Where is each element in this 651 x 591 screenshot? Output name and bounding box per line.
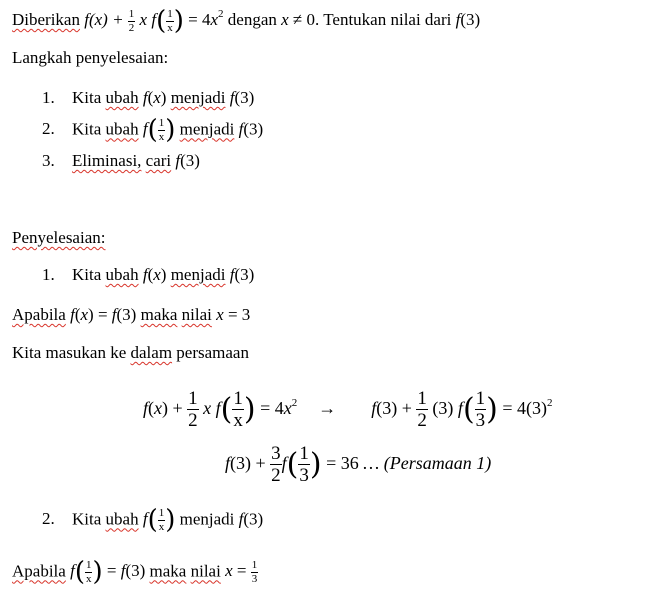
steps-heading: Langkah penyelesaian: [12, 48, 169, 67]
problem-dengan: dengan [227, 10, 277, 29]
problem-tentukan: . Tentukan nilai dari [315, 10, 452, 29]
problem-word-diberikan: Diberikan [12, 10, 80, 29]
step-number: 2. [42, 119, 55, 139]
step-3: 3. Eliminasi, cari f(3) [42, 151, 200, 170]
step-1: 1. Kita ubah f(x) menjadi f(3) [42, 88, 255, 107]
part-1-condition: Apabila f(x) = f(3) maka nilai x = 3 [12, 305, 251, 324]
step-number: 1. [42, 88, 55, 107]
part-1-insert: Kita masukan ke dalam persamaan [12, 343, 249, 362]
problem-equation: f(x) + $\frac{1}{2}$ x f( $\frac{1}{x}$ ) = $4x^2$ [84, 6, 224, 37]
part-1-title: 1. Kita ubah f(x) menjadi f(3) [42, 265, 255, 284]
equation-substitution: f(x) + $\frac{1}{2}$ x f( $\frac{1}{x}$ ) = $4x^2 \to f(3)$ + $\frac{1}{2}$ (3) f( $\frac{1}{3}$ ) = $4(3)^2$ [143, 388, 553, 432]
solution-heading: Penyelesaian: [12, 228, 106, 247]
problem-statement: Diberikan f(x) + $\frac{1}{2}$ x f( $\frac{1}{x}$ ) = $4x^2$ dengan x ≠ 0. Tentukan nilai dari f(3) [12, 6, 481, 37]
equation-1: f(3) + $\frac{3}{2}$ f( $\frac{1}{3}$ ) = 36 … (Persamaan 1) [225, 443, 492, 487]
step-2: 2. Kita ubah f( $\frac{1}{x}$ ) menjadi f(3) [42, 115, 264, 146]
step-number: 3. [42, 151, 55, 170]
arrow: → [318, 398, 337, 418]
part-2-title: 2. Kita ubah f( $\frac{1}{x}$ ) menjadi f(3) [42, 505, 264, 536]
equation-label: … (Persamaan 1) [363, 453, 492, 473]
part-2-condition: Apabila f( $\frac{1}{x}$ ) = f(3) maka nilai x = $\frac{1}{3}$ [12, 557, 258, 588]
